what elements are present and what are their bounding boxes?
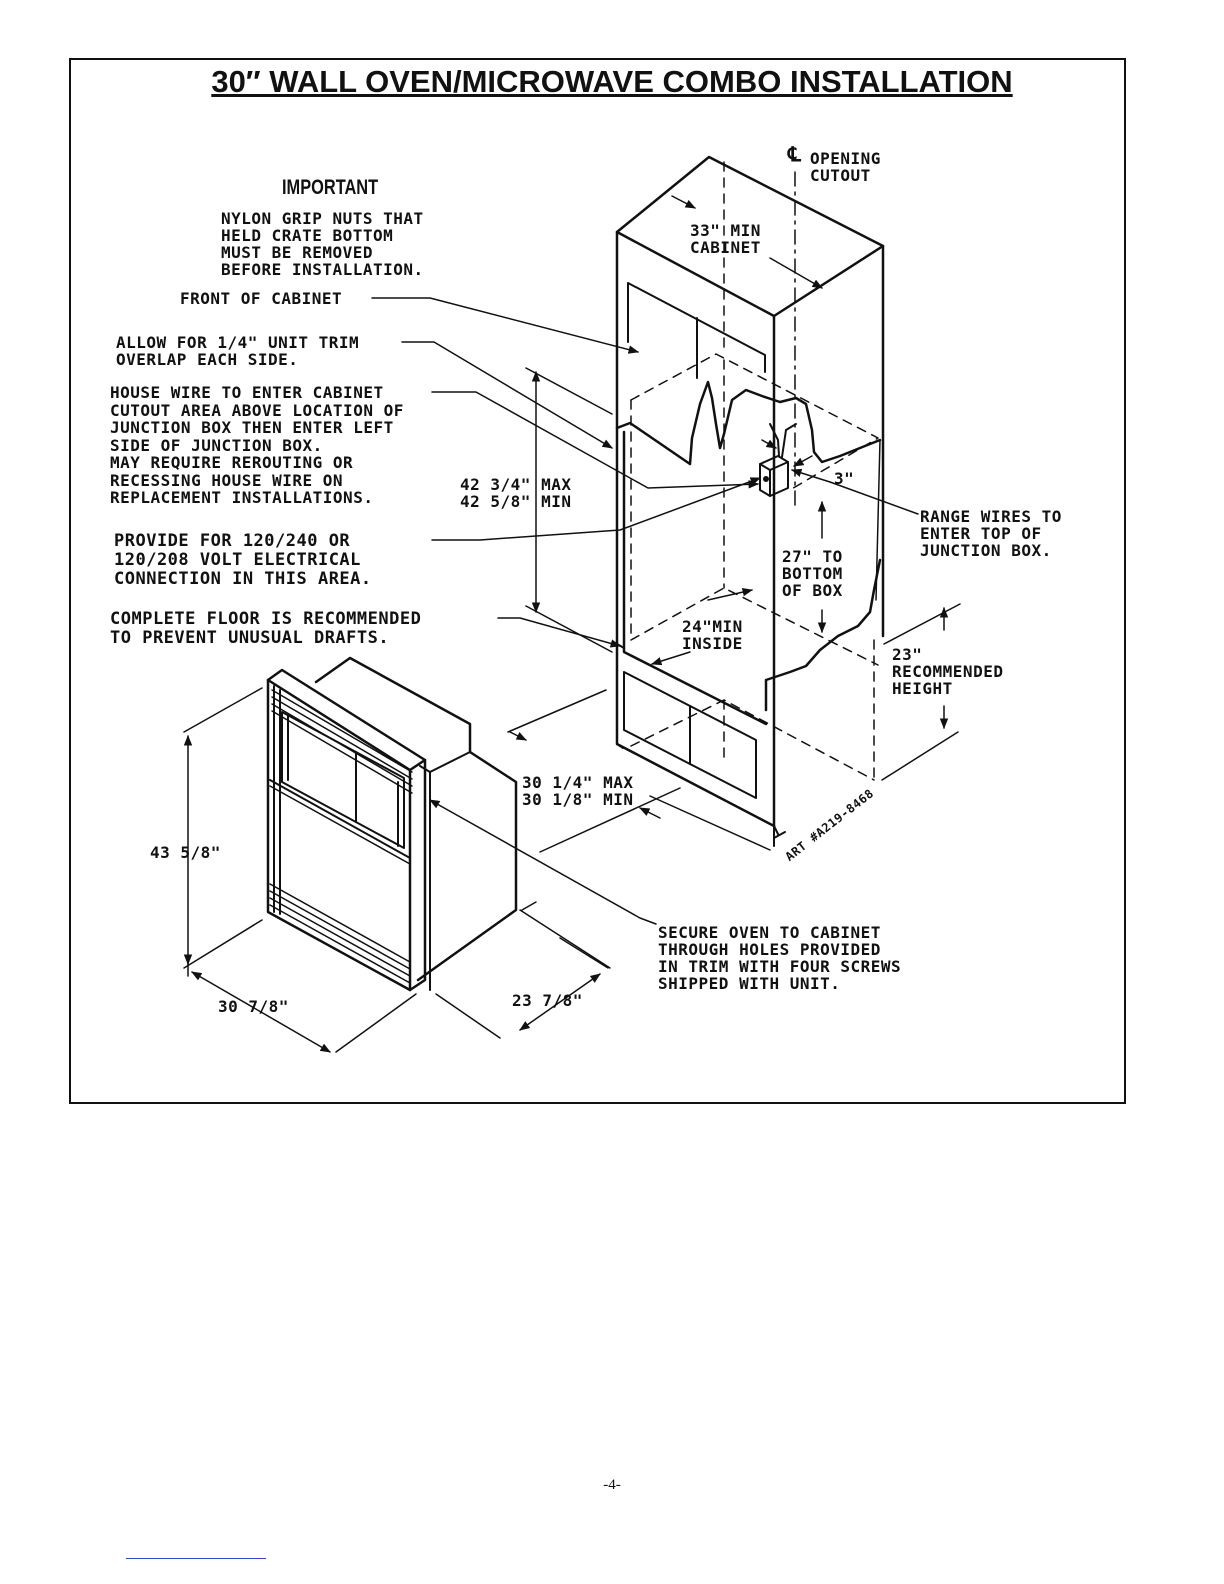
opening-cutout-label: OPENING CUTOUT <box>810 149 881 185</box>
oven-depth-dimension: 23 7/8" <box>512 991 583 1010</box>
footer-rule <box>126 1558 266 1559</box>
bottom-of-box-dimension: 27" TO BOTTOM OF BOX <box>782 547 843 600</box>
recommended-height-dimension: 23" RECOMMENDED HEIGHT <box>892 645 1004 698</box>
page-number: -4- <box>603 1477 621 1493</box>
art-number: ART #A219-8468 <box>782 786 877 864</box>
important-note: NYLON GRIP NUTS THAT HELD CRATE BOTTOM MUST BE REMOVED BEFORE INSTALLATION. <box>221 209 424 279</box>
width-range-dimension: 30 1/4" MAX 30 1/8" MIN <box>522 773 634 809</box>
trim-overlap-note: ALLOW FOR 1/4" UNIT TRIM OVERLAP EACH SIDE. <box>116 333 360 369</box>
important-heading: IMPORTANT <box>282 176 379 199</box>
cabinet-min-dimension: 33" MIN CABINET <box>690 221 761 257</box>
cabinet <box>617 157 883 846</box>
page-title: 30″ WALL OVEN/MICROWAVE COMBO INSTALLATION <box>211 64 1013 99</box>
height-range-dimension: 42 3/4" MAX 42 5/8" MIN <box>460 475 572 511</box>
electrical-connection-note: PROVIDE FOR 120/240 OR 120/208 VOLT ELECTRICAL CONNECTION IN THIS AREA. <box>114 531 372 589</box>
oven-width-dimension: 30 7/8" <box>218 997 289 1016</box>
secure-oven-note: SECURE OVEN TO CABINET THROUGH HOLES PROVIDED IN TRIM WITH FOUR SCREWS SHIPPED WITH UNIT. <box>658 923 902 993</box>
oven-height-dimension: 43 5/8" <box>150 843 221 862</box>
house-wire-note: HOUSE WIRE TO ENTER CABINET CUTOUT AREA ABOVE LOCATION OF JUNCTION BOX THEN ENTER LEFT SIDE OF JUNCTION BOX. MAY REQUIRE REROUTING OR RECESSING HOUSE WIRE ON REPLACEMENT INSTALLATIONS. <box>110 383 404 507</box>
floor-note: COMPLETE FLOOR IS RECOMMENDED TO PREVENT UNUSUAL DRAFTS. <box>110 609 422 648</box>
range-wires-note: RANGE WIRES TO ENTER TOP OF JUNCTION BOX. <box>920 507 1062 560</box>
inside-min-dimension: 24"MIN INSIDE <box>682 617 743 653</box>
three-inch-dimension: 3" <box>834 469 855 488</box>
centerline-symbol: ℄ <box>788 142 802 166</box>
front-of-cabinet-label: FRONT OF CABINET <box>180 289 343 308</box>
